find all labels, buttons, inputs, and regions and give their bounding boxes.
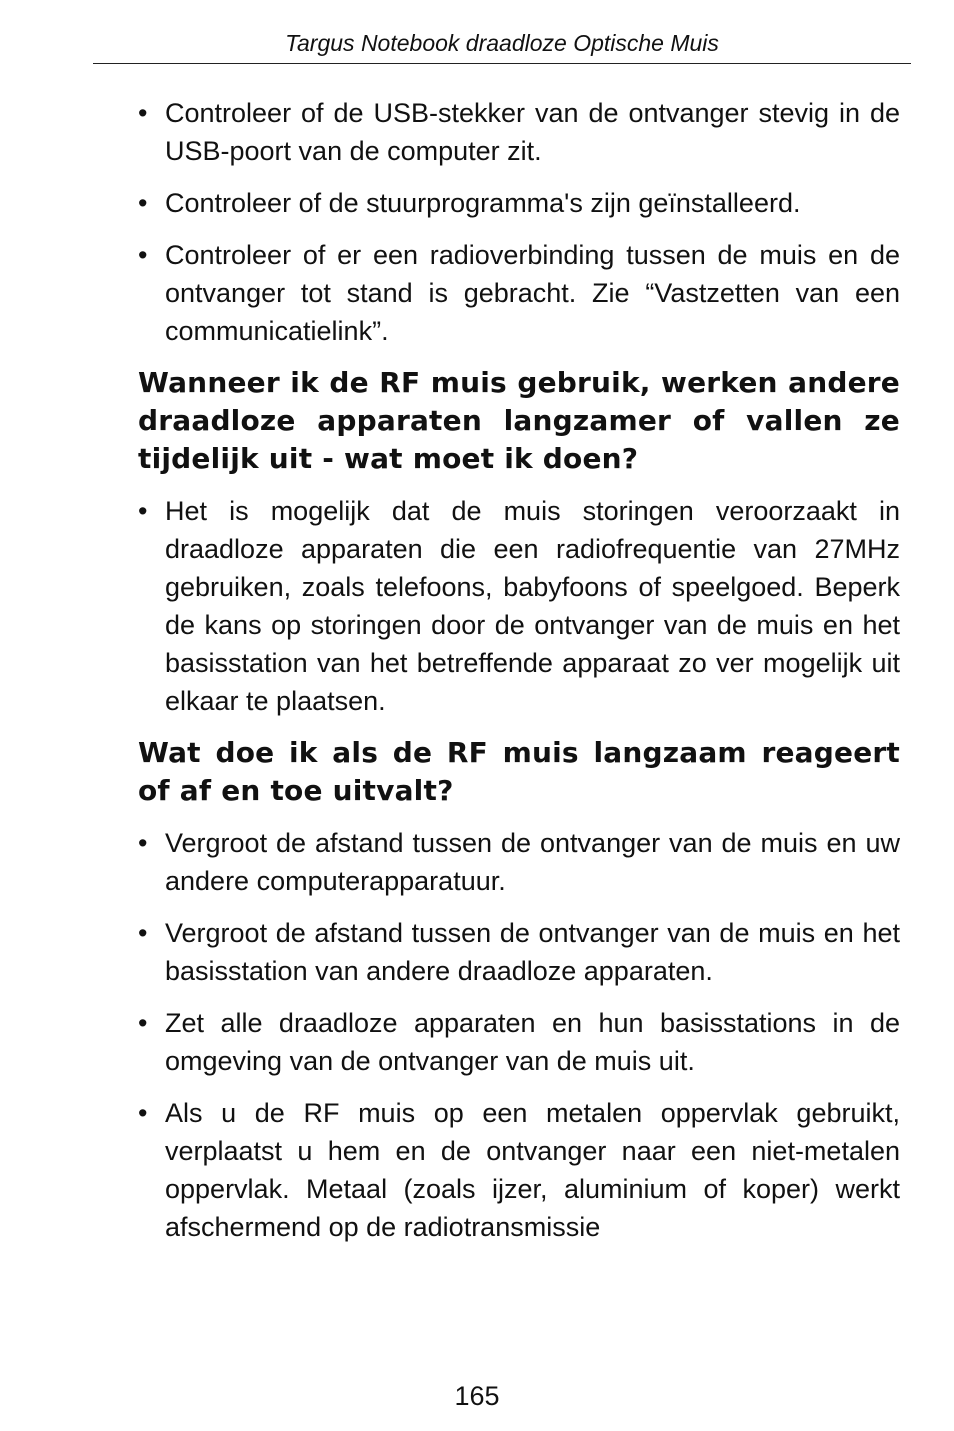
bullet-text: Controleer of er een radioverbinding tussen de muis en de ontvanger tot stand is gebracht. Zie “Vastzetten van een communicatielink”. [165,240,900,346]
bullet-text: Als u de RF muis op een metalen oppervlak gebruikt, verplaatst u hem en de ontvanger naar een niet-metalen oppervlak. Metaal (zoals ijzer, aluminium of koper) werkt afschermend op de radiotransmissie [165,1098,900,1242]
list-item [138,492,900,720]
bullet-text: Vergroot de afstand tussen de ontvanger van de muis en het basisstation van andere draadloze apparaten. [165,918,900,986]
bullet-icon: • [138,98,148,128]
question-heading-slow-response: Wat doe ik als de RF muis langzaam reageert of af en toe uitvalt? [138,736,900,807]
list-item [138,1094,900,1246]
bullet-text: Vergroot de afstand tussen de ontvanger van de muis en uw andere computerapparatuur. [165,828,900,896]
bullet-icon: • [138,828,148,858]
bullet-list-interference [138,492,900,720]
list-item [138,236,900,350]
bullet-text: Zet alle draadloze apparaten en hun basisstations in de omgeving van de ontvanger van de muis uit. [165,1008,900,1076]
bullet-list-connection [138,94,900,350]
question-heading-interference: Wanneer ik de RF muis gebruik, werken andere draadloze apparaten langzamer of vallen ze tijdelijk uit - wat moet ik doen? [138,366,900,475]
list-item [138,94,900,170]
bullet-list-slow-response [138,824,900,1246]
bullet-text: Het is mogelijk dat de muis storingen veroorzaakt in draadloze apparaten die een radiofrequentie van 27MHz gebruiken, zoals telefoons, babyfoons of speelgoed. Beperk de kans op storingen door de ontvanger van de muis en het basisstation van het betreffende apparaat zo ver mogelijk uit elkaar te plaatsen. [165,496,900,716]
list-item [138,184,900,222]
bullet-text: Controleer of de stuurprogramma's zijn geïnstalleerd. [165,188,801,218]
header-rule [93,63,911,64]
list-item [138,1004,900,1080]
bullet-icon: • [138,1008,148,1038]
bullet-icon: • [138,918,148,948]
list-item [138,824,900,900]
bullet-icon: • [138,496,148,526]
page-number: 165 [454,1381,500,1411]
bullet-icon: • [138,1098,148,1128]
bullet-icon: • [138,240,148,270]
running-header: Targus Notebook draadloze Optische Muis [285,30,719,56]
bullet-text: Controleer of de USB-stekker van de ontvanger stevig in de USB-poort van de computer zit. [165,98,900,166]
bullet-icon: • [138,188,148,218]
page-content [138,94,900,1260]
list-item [138,914,900,990]
